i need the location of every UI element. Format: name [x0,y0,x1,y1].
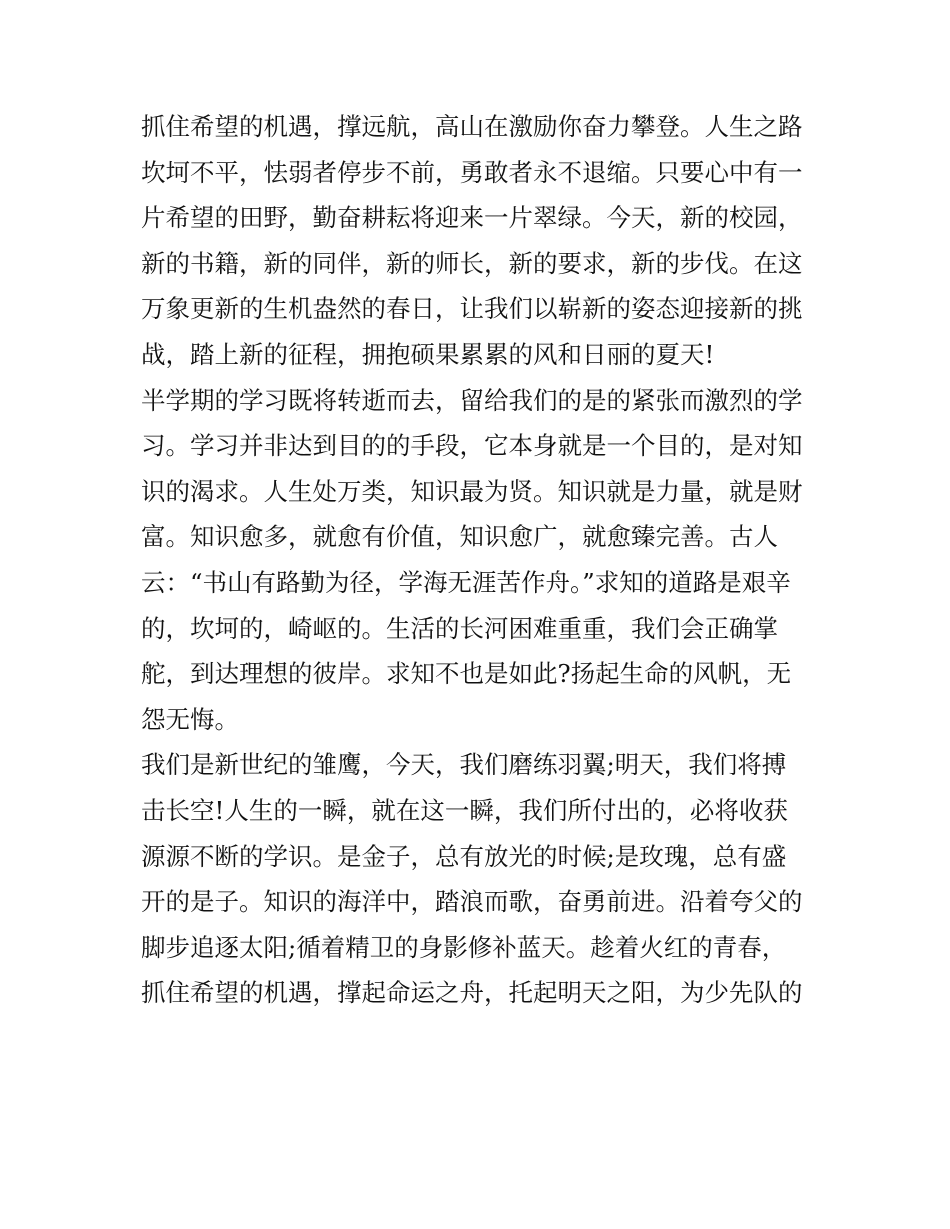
text-line: 源源不断的学识。是金子，总有放光的时候;是玫瑰，总有盛 [141,841,787,871]
text-line: 我们是新世纪的雏鹰，今天，我们磨练羽翼;明天，我们将搏 [141,750,787,780]
text-line: 抓住希望的机遇，撑远航，高山在激励你奋力攀登。人生之路 [141,112,803,141]
text-line: 战，踏上新的征程，拥抱硕果累累的风和日丽的夏天! [141,339,715,369]
text-line: 习。学习并非达到目的的手段，它本身就是一个目的，是对知 [141,431,803,461]
text-line: 半学期的学习既将转逝而去，留给我们的是的紧张而激烈的学 [141,385,803,415]
body-text [141,104,821,1016]
text-line: 脚步追逐太阳;循着精卫的身影修补蓝天。趁着火红的青春， [141,932,787,962]
text-line: 片希望的田野，勤奋耕耘将迎来一片翠绿。今天，新的校园， [141,203,803,233]
text-line: 开的是子。知识的海洋中，踏浪而歌，奋勇前进。沿着夸父的 [141,887,803,917]
text-line: 新的书籍，新的同伴，新的师长，新的要求，新的步伐。在这 [141,248,803,278]
text-line: 万象更新的生机盎然的春日，让我们以崭新的姿态迎接新的挑 [141,294,803,324]
text-line: 富。知识愈多，就愈有价值，知识愈广，就愈臻完善。古人 [141,522,778,552]
text-line: 怨无悔。 [141,704,239,734]
text-line: 击长空!人生的一瞬，就在这一瞬，我们所付出的，必将收获 [141,795,788,825]
text-line: 抓住希望的机遇，撑起命运之舟，托起明天之阳，为少先队的 [141,978,803,1008]
text-line: 舵，到达理想的彼岸。求知不也是如此?扬起生命的风帆，无 [141,659,792,689]
text-line: 识的渴求。人生处万类，知识最为贤。知识就是力量，就是财 [141,476,803,506]
text-line: 坎坷不平，怯弱者停步不前，勇敢者永不退缩。只要心中有一 [141,157,803,187]
text-line: 云：“书山有路勤为径，学海无涯苦作舟。”求知的道路是艰辛 [141,567,791,597]
text-line: 的，坎坷的，崎岖的。生活的长河困难重重，我们会正确掌 [141,613,778,643]
